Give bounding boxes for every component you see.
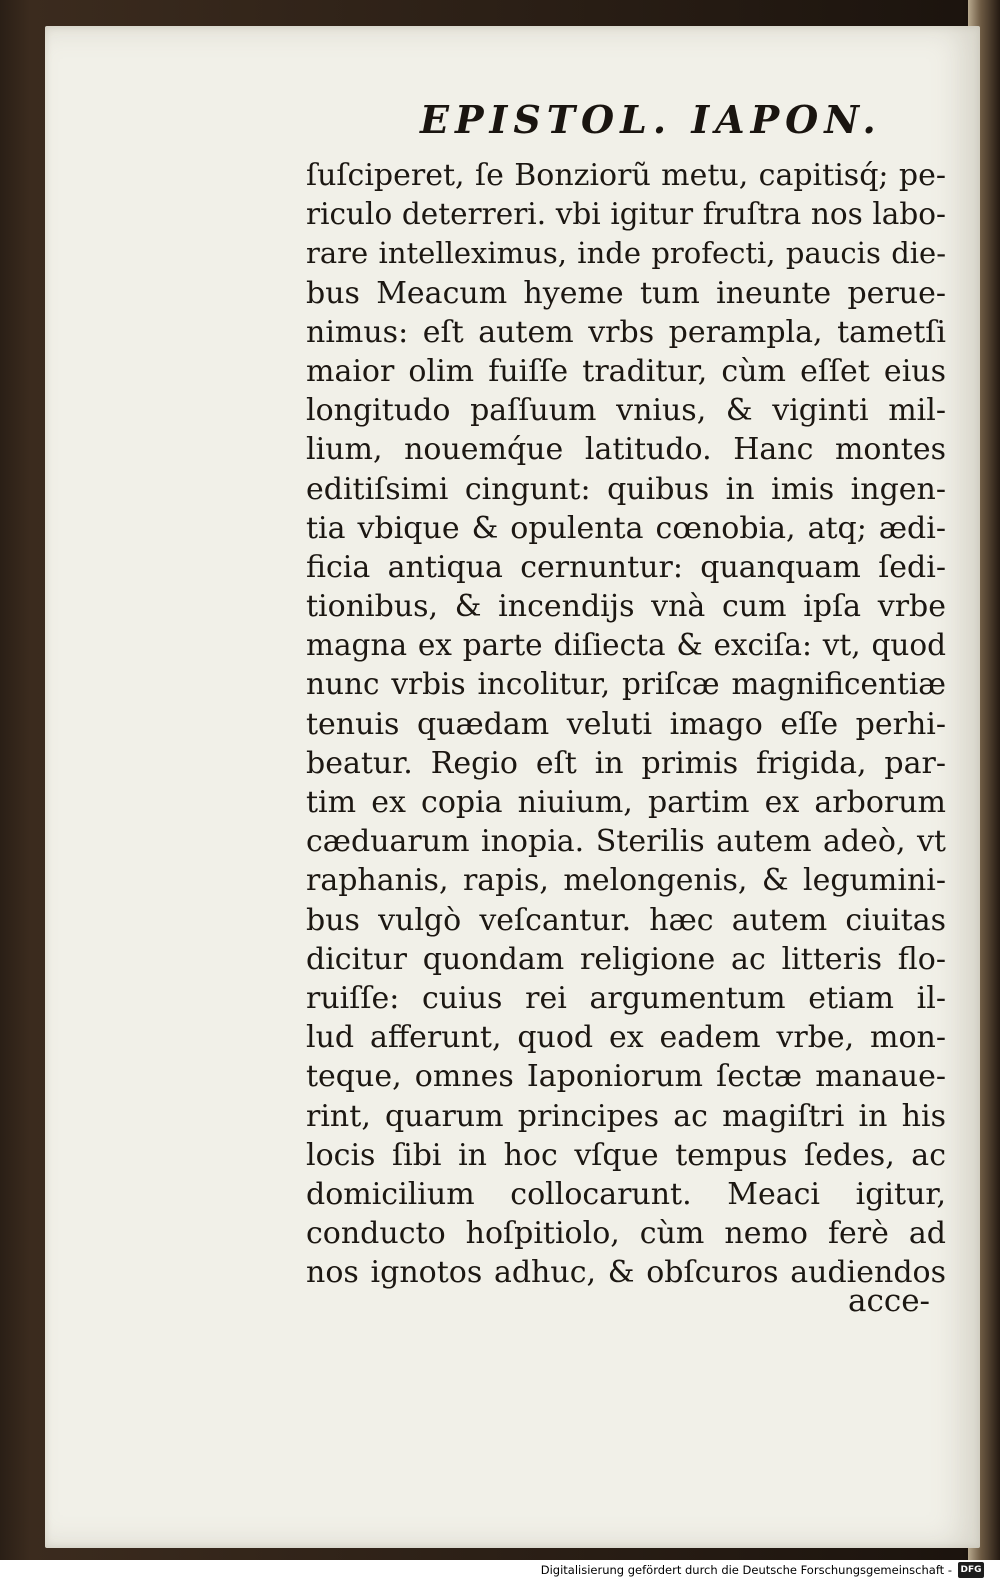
text-line: tia vbique & opulenta cœnobia, atq; ædi- (306, 510, 946, 546)
text-line: ruiſſe: cuius rei argumentum etiam il- (306, 980, 946, 1016)
text-line: rint, quarum principes ac magiſtri in his (306, 1098, 946, 1134)
text-line: bus Meacum hyeme tum ineunte perue- (306, 275, 946, 311)
text-line: locis ſibi in hoc vſque tempus ſedes, ac (306, 1137, 946, 1173)
text-line: teque, omnes Iaponiorum ſectæ manaue- (306, 1059, 946, 1095)
text-line: conducto hoſpitiolo, cùm nemo ferè ad (306, 1216, 946, 1252)
text-line: tionibus, & incendijs vnà cum ipſa vrbe (306, 589, 946, 625)
text-line: domicilium collocarunt. Meaci igitur, (306, 1176, 946, 1212)
running-head: EPISTOL. IAPON. (420, 97, 882, 142)
text-line: ſuſciperet, ſe Bonziorũ metu, capitisq́; pe- (306, 158, 946, 193)
text-line: lium, nouemq́ue latitudo. Hanc montes (306, 432, 946, 468)
dfg-logo: DFG (958, 1562, 984, 1578)
text-line: raphanis, rapis, melongenis, & legumini- (306, 863, 946, 899)
text-line: lud afferunt, quod ex eadem vrbe, mon- (306, 1020, 946, 1056)
text-line: magna ex parte diſiecta & exciſa: vt, quod (306, 628, 946, 663)
text-line: nimus: eſt autem vrbs perampla, tametſi (306, 314, 946, 350)
text-line: riculo deterreri. vbi igitur fruſtra nos labo- (306, 197, 946, 232)
catchword: acce- (848, 1283, 931, 1319)
text-line: ficia antiqua cernuntur: quanquam ſedi- (306, 549, 946, 585)
text-line: rare intelleximus, inde profecti, paucis die- (306, 236, 946, 271)
text-block (306, 156, 946, 1292)
text-line: tim ex copia niuium, partim ex arborum (306, 785, 946, 820)
text-line: longitudo paſſuum vnius, & viginti mil- (306, 393, 946, 429)
text-line: maior olim fuiſſe traditur, cùm eſſet eius (306, 353, 946, 389)
text-line: beatur. Regio eſt in primis frigida, par- (306, 745, 946, 781)
text-line: cæduarum inopia. Sterilis autem adeò, vt (306, 824, 946, 860)
text-line: nunc vrbis incolitur, priſcæ magnificentiæ (306, 667, 946, 702)
footer-credit: Digitalisierung gefördert durch die Deutsche Forschungsgemeinschaft - (540, 1563, 952, 1577)
text-line: bus vulgò veſcantur. hæc autem ciuitas (306, 902, 946, 938)
text-line: tenuis quædam veluti imago eſſe perhi- (306, 706, 946, 742)
text-line: dicitur quondam religione ac litteris flo- (306, 941, 946, 977)
text-line: editiſsimi cingunt: quibus in imis ingen- (306, 471, 946, 507)
text-line: nos ignotos adhuc, & obſcuros audiendos (306, 1255, 946, 1291)
